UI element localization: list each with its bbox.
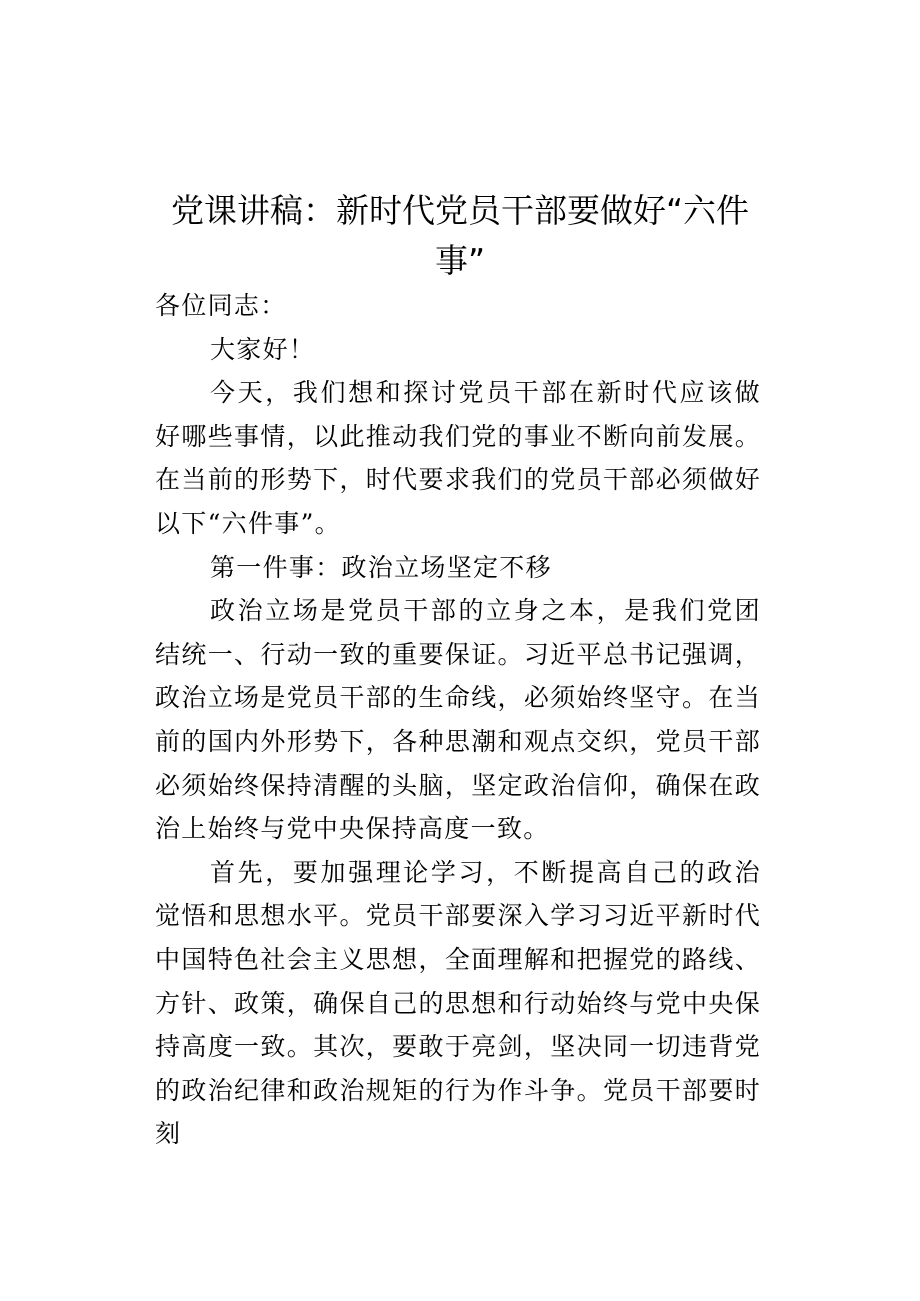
document-title: 党课讲稿：新时代党员干部要做好“六件事” bbox=[170, 191, 750, 280]
salutation: 各位同志： bbox=[155, 291, 287, 320]
document-body bbox=[155, 284, 761, 1156]
section-heading-first-thing: 第一件事：政治立场坚定不移 bbox=[210, 552, 552, 582]
paragraph-intro: 今天，我们想和探讨党员干部在新时代应该做好哪些事情，以此推动我们党的事业不断向前发展。在当前的形势下，时代要求我们的党员干部必须做好以下“六件事”。 bbox=[155, 378, 761, 538]
paragraph-first-second-points: 首先，要加强理论学习，不断提高自己的政治觉悟和思想水平。党员干部要深入学习习近平新时代中国特色社会主义思想，全面理解和把握党的路线、方针、政策，确保自己的思想和行动始终与党中央保持高度一致。其次，要敢于亮剑，坚决同一切违背党的政治纪律和政治规矩的行为作斗争。党员干部要时刻 bbox=[155, 857, 761, 1149]
paragraph-greeting: 大家好！ bbox=[210, 334, 316, 364]
paragraph-political-stance: 政治立场是党员干部的立身之本，是我们党团结统一、行动一致的重要保证。习近平总书记强调，政治立场是党员干部的生命线，必须始终坚守。在当前的国内外形势下，各种思潮和观点交织，党员干部必须始终保持清醒的头脑，坚定政治信仰，确保在政治上始终与党中央保持高度一致。 bbox=[155, 596, 761, 844]
